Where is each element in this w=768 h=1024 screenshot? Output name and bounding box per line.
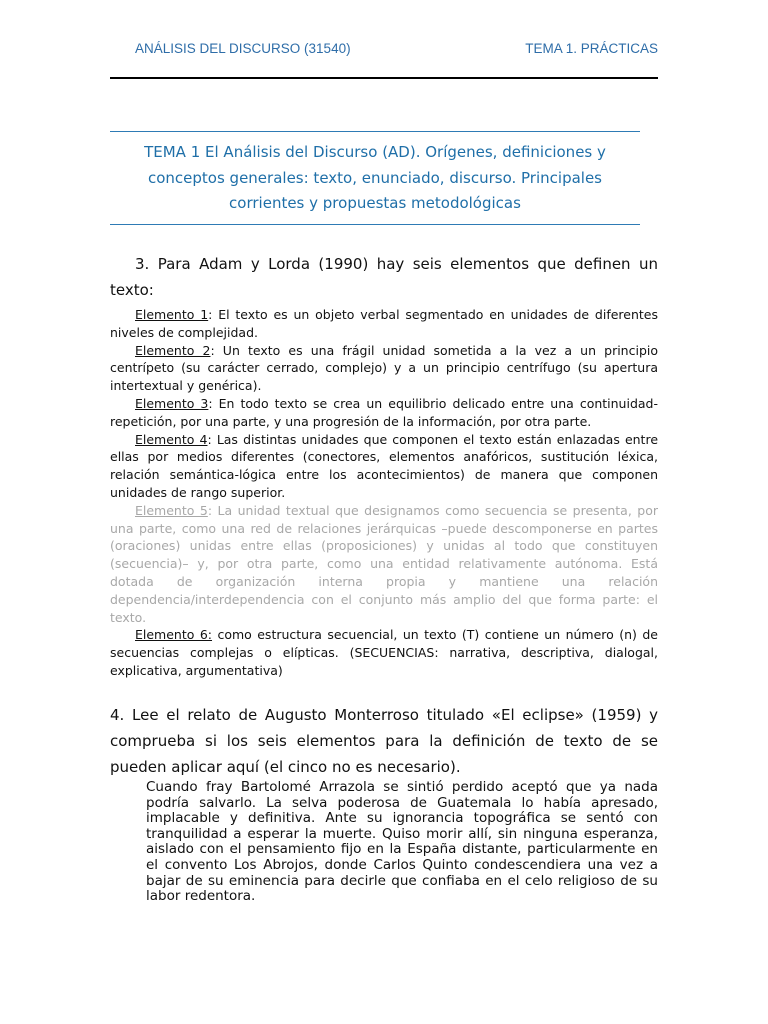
element-3-text: : En todo texto se crea un equilibrio delicado entre una continuidad-repetición, por una parte, y una progresión de la información, por otra parte. — [110, 395, 658, 429]
title-bottom-rule — [110, 224, 640, 225]
element-6 — [110, 626, 658, 679]
element-3 — [110, 395, 658, 431]
elements-list — [110, 306, 658, 680]
element-1 — [110, 306, 658, 342]
element-5-name: Elemento 5 — [135, 502, 208, 518]
element-2-name: Elemento 2 — [135, 342, 211, 358]
element-1-name: Elemento 1 — [135, 307, 209, 322]
story-excerpt: Cuando fray Bartolomé Arrazola se sintió perdido aceptó que ya nada podría salvarlo. La selva poderosa de Guatemala lo había apresado, implacable y definitiva. Ante su ignorancia topográfica se sentó con tranquilidad a esperar la muerte. Quiso morir allí, sin ninguna esperanza, aislado con el pensamiento fijo en la España distante, particularmente en el convento Los Abrojos, donde Carlos Quinto condescendiera una vez a bajar de su eminencia para decirle que confiaba en el celo religioso de su labor redentora. — [146, 779, 658, 905]
header-course-title: ANÁLISIS DEL DISCURSO (31540) — [135, 41, 351, 56]
element-6-text: como estructura secuencial, un texto (T) contiene un número (n) de secuencias complejas o elípticas. (SECUENCIAS: narrativa, descriptiva, dialogal, explicativa, argumentativa) — [110, 627, 658, 678]
element-2-text: : Un texto es una frágil unidad sometida a la vez a un principio centrípeto (su carácter cerrado, complejo) y a un principio centrífugo (su apertura intertextual y genérica). — [110, 342, 658, 394]
header-divider — [110, 77, 658, 79]
element-2 — [110, 342, 658, 395]
element-6-name: Elemento 6: — [135, 627, 213, 643]
element-5-text: : La unidad textual que designamos como secuencia se presenta, por una parte, como una red de relaciones jerárquicas –puede descomponerse en partes (oraciones) unidas entre ellas (proposiciones) y unidas al todo que constituyen (secuencia)– y, por otra parte, como una entidad relativamente autónoma. Está dotada de organización interna propia y mantiene una relación dependencia/interdependencia con el conjunto más amplio del que forma parte: el texto. — [110, 502, 659, 625]
element-4-name: Elemento 4 — [135, 431, 208, 447]
header-section-title: TEMA 1. PRÁCTICAS — [525, 41, 658, 56]
topic-title: TEMA 1 El Análisis del Discurso (AD). Orígenes, definiciones y conceptos generales: texto, enunciado, discurso. Principales corrientes y propuestas metodológicas — [144, 143, 606, 212]
element-4-text: : Las distintas unidades que componen el texto están enlazadas entre ellas por medios diferentes (conectores, elementos anafóricos, sustitución léxica, relación semántica-lógica entre los acontecimientos) de manera que componen unidades de rango superior. — [110, 431, 659, 500]
element-3-name: Elemento 3 — [135, 395, 209, 411]
title-top-rule — [110, 131, 640, 132]
question-4: 4. Lee el relato de Augusto Monterroso titulado «El eclipse» (1959) y comprueba si los seis elementos para la definición de texto de se pueden aplicar aquí (el cinco no es necesario). — [110, 706, 658, 776]
element-4 — [110, 431, 658, 502]
element-5 — [110, 502, 658, 627]
element-1-text: : El texto es un objeto verbal segmentado en unidades de diferentes niveles de complejidad. — [110, 307, 659, 340]
question-3: 3. Para Adam y Lorda (1990) hay seis elementos que definen un texto: — [110, 255, 658, 299]
